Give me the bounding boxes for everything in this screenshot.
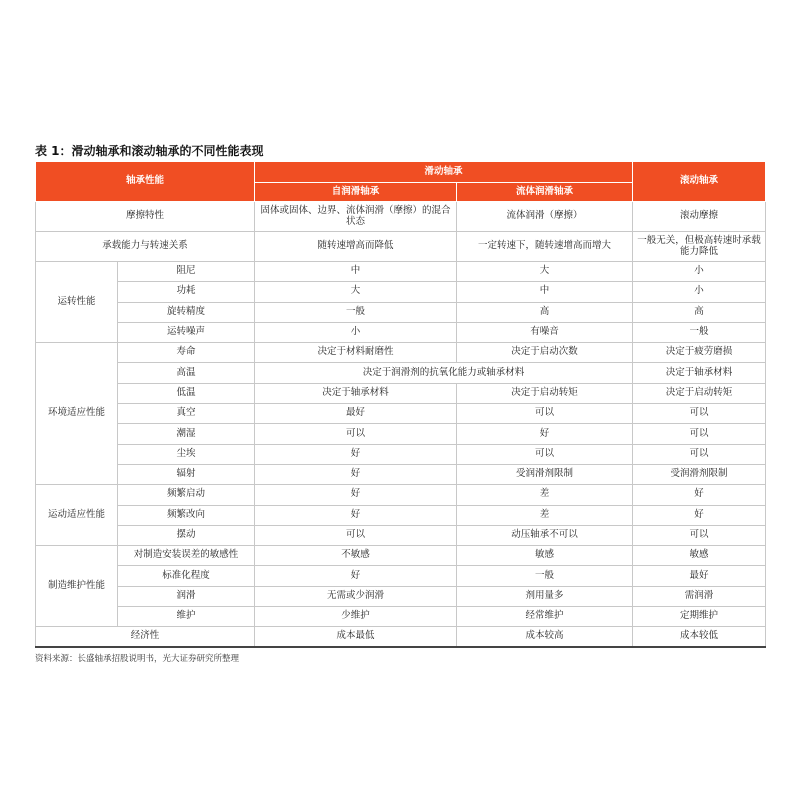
cell-rolling: 一般无关，但极高转速时承载能力降低 <box>633 232 766 262</box>
cell-fluid-lub: 有噪音 <box>457 322 633 342</box>
cell-rolling: 可以 <box>633 525 766 545</box>
table-row <box>36 424 766 444</box>
table-row <box>36 607 766 627</box>
row-label: 润滑 <box>118 586 255 606</box>
cell-rolling: 成本较低 <box>633 627 766 647</box>
bearing-comparison-table <box>35 161 766 648</box>
cell-rolling: 小 <box>633 282 766 302</box>
source-note: 资料来源：长盛轴承招股说明书，光大证券研究所整理 <box>35 654 240 664</box>
cell-rolling: 高 <box>633 302 766 322</box>
cell-fluid-lub: 流体润滑（摩擦） <box>457 202 633 232</box>
header-rolling: 滚动轴承 <box>633 162 766 202</box>
row-label: 维护 <box>118 607 255 627</box>
table-row <box>36 444 766 464</box>
table-row <box>36 302 766 322</box>
table-row <box>36 322 766 342</box>
cell-rolling: 滚动摩擦 <box>633 202 766 232</box>
cell-self-lub: 好 <box>255 444 457 464</box>
cell-rolling: 可以 <box>633 424 766 444</box>
row-label: 承载能力与转速关系 <box>36 232 255 262</box>
row-label: 真空 <box>118 404 255 424</box>
cell-fluid-lub: 中 <box>457 282 633 302</box>
cell-self-lub: 中 <box>255 262 457 282</box>
cell-self-lub: 好 <box>255 505 457 525</box>
cell-self-lub: 可以 <box>255 525 457 545</box>
table-row <box>36 627 766 647</box>
cell-fluid-lub: 可以 <box>457 404 633 424</box>
table-row <box>36 525 766 545</box>
row-label: 频繁改向 <box>118 505 255 525</box>
row-label: 旋转精度 <box>118 302 255 322</box>
cell-self-lub: 随转速增高而降低 <box>255 232 457 262</box>
row-label: 功耗 <box>118 282 255 302</box>
cell-fluid-lub: 决定于启动转矩 <box>457 383 633 403</box>
cell-rolling: 一般 <box>633 322 766 342</box>
cell-self-lub: 决定于材料耐磨性 <box>255 343 457 363</box>
cell-self-lub: 决定于轴承材料 <box>255 383 457 403</box>
table-row <box>36 383 766 403</box>
cell-sliding-merged: 决定于润滑剂的抗氧化能力或轴承材料 <box>255 363 633 383</box>
table-row <box>36 282 766 302</box>
table-title: 表 1：滑动轴承和滚动轴承的不同性能表现 <box>35 144 264 158</box>
table-row <box>36 404 766 424</box>
cell-rolling: 定期维护 <box>633 607 766 627</box>
row-label: 尘埃 <box>118 444 255 464</box>
cell-rolling: 需润滑 <box>633 586 766 606</box>
row-label: 辐射 <box>118 464 255 484</box>
group-label: 运动适应性能 <box>36 485 118 546</box>
cell-fluid-lub: 可以 <box>457 444 633 464</box>
header-fluid-lub: 流体润滑轴承 <box>457 183 633 202</box>
cell-rolling: 小 <box>633 262 766 282</box>
header-sliding: 滑动轴承 <box>255 162 633 183</box>
cell-rolling: 受润滑剂限制 <box>633 464 766 484</box>
row-label: 阻尼 <box>118 262 255 282</box>
cell-fluid-lub: 大 <box>457 262 633 282</box>
cell-fluid-lub: 差 <box>457 485 633 505</box>
table-row <box>36 232 766 262</box>
table-row <box>36 586 766 606</box>
row-label: 频繁启动 <box>118 485 255 505</box>
cell-rolling: 好 <box>633 485 766 505</box>
cell-fluid-lub: 受润滑剂限制 <box>457 464 633 484</box>
table-row <box>36 363 766 383</box>
cell-fluid-lub: 高 <box>457 302 633 322</box>
row-label: 摆动 <box>118 525 255 545</box>
table-row <box>36 485 766 505</box>
group-label: 制造维护性能 <box>36 546 118 627</box>
row-label: 对制造安装误差的敏感性 <box>118 546 255 566</box>
cell-self-lub: 好 <box>255 566 457 586</box>
group-label: 运转性能 <box>36 262 118 343</box>
cell-fluid-lub: 一定转速下，随转速增高而增大 <box>457 232 633 262</box>
cell-fluid-lub: 敏感 <box>457 546 633 566</box>
header-performance: 轴承性能 <box>36 162 255 202</box>
header-row-1 <box>36 162 766 183</box>
cell-rolling: 可以 <box>633 444 766 464</box>
table-row <box>36 202 766 232</box>
row-label: 摩擦特性 <box>36 202 255 232</box>
cell-self-lub: 好 <box>255 485 457 505</box>
header-self-lub: 自润滑轴承 <box>255 183 457 202</box>
table-row <box>36 566 766 586</box>
row-label: 低温 <box>118 383 255 403</box>
cell-rolling: 决定于启动转矩 <box>633 383 766 403</box>
cell-self-lub: 一般 <box>255 302 457 322</box>
table-row <box>36 546 766 566</box>
table-row <box>36 343 766 363</box>
table-row <box>36 505 766 525</box>
row-label: 高温 <box>118 363 255 383</box>
cell-fluid-lub: 好 <box>457 424 633 444</box>
cell-fluid-lub: 一般 <box>457 566 633 586</box>
table-row <box>36 464 766 484</box>
cell-self-lub: 最好 <box>255 404 457 424</box>
cell-rolling: 敏感 <box>633 546 766 566</box>
group-label: 环境适应性能 <box>36 343 118 485</box>
cell-rolling: 最好 <box>633 566 766 586</box>
cell-self-lub: 成本最低 <box>255 627 457 647</box>
cell-self-lub: 不敏感 <box>255 546 457 566</box>
cell-fluid-lub: 动压轴承不可以 <box>457 525 633 545</box>
cell-rolling: 好 <box>633 505 766 525</box>
cell-rolling: 决定于疲劳磨损 <box>633 343 766 363</box>
row-label: 寿命 <box>118 343 255 363</box>
table-row <box>36 262 766 282</box>
row-label: 运转噪声 <box>118 322 255 342</box>
row-label: 潮湿 <box>118 424 255 444</box>
cell-self-lub: 固体或固体、边界、流体润滑（摩擦）的混合状态 <box>255 202 457 232</box>
cell-self-lub: 大 <box>255 282 457 302</box>
row-label: 标准化程度 <box>118 566 255 586</box>
cell-fluid-lub: 差 <box>457 505 633 525</box>
row-label: 经济性 <box>36 627 255 647</box>
cell-self-lub: 可以 <box>255 424 457 444</box>
cell-fluid-lub: 剂用量多 <box>457 586 633 606</box>
cell-self-lub: 好 <box>255 464 457 484</box>
cell-self-lub: 小 <box>255 322 457 342</box>
cell-fluid-lub: 决定于启动次数 <box>457 343 633 363</box>
cell-fluid-lub: 成本较高 <box>457 627 633 647</box>
cell-rolling: 可以 <box>633 404 766 424</box>
cell-self-lub: 少维护 <box>255 607 457 627</box>
cell-rolling: 决定于轴承材料 <box>633 363 766 383</box>
cell-fluid-lub: 经常维护 <box>457 607 633 627</box>
cell-self-lub: 无需或少润滑 <box>255 586 457 606</box>
